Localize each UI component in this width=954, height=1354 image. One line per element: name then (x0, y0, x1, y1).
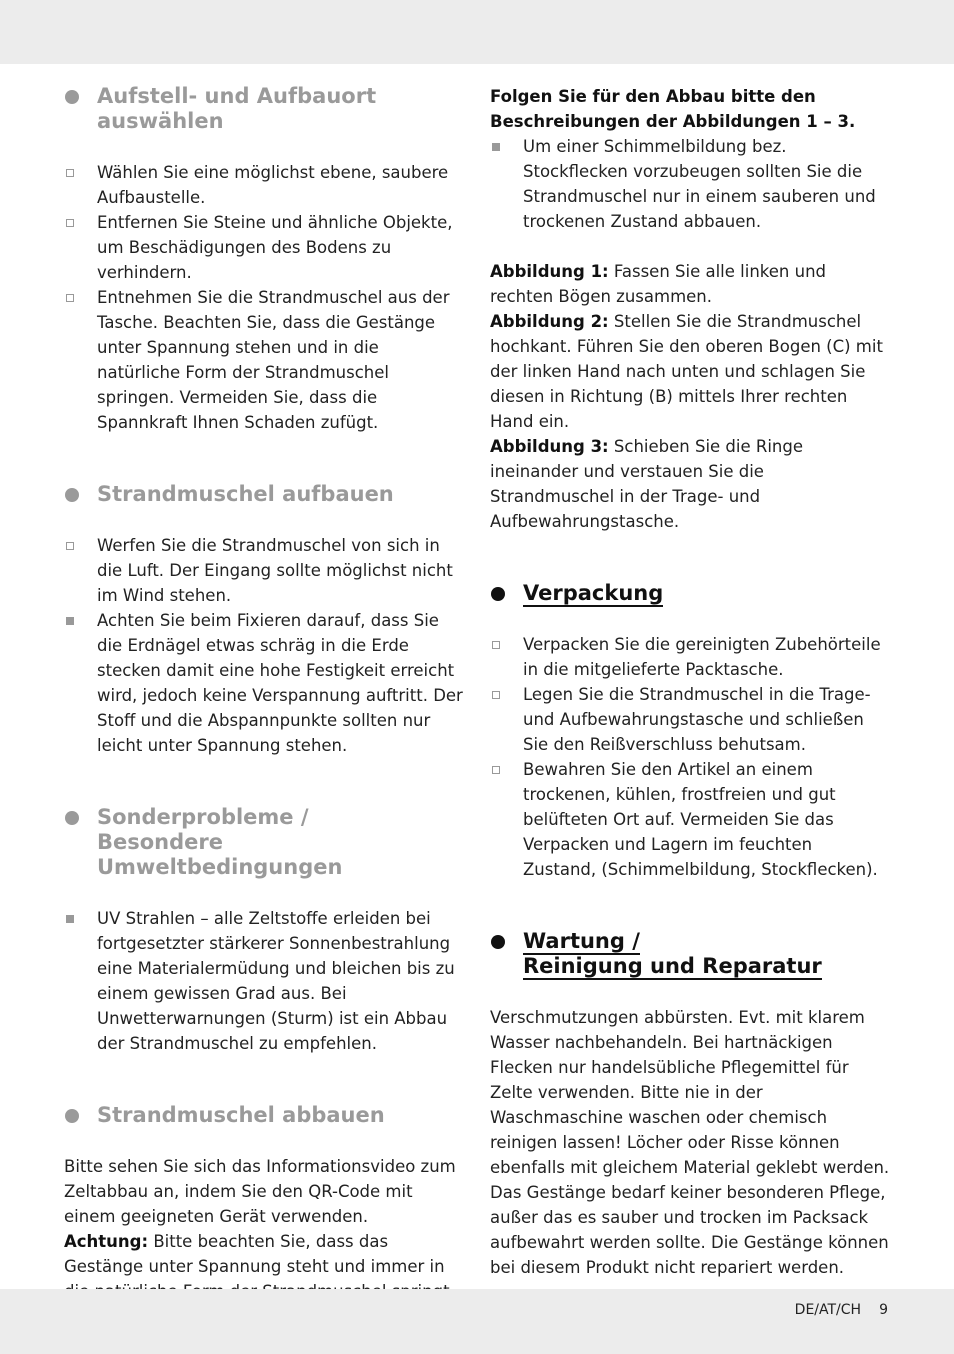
list-item: Legen Sie die Strandmuschel in die Trage- und Aufbewahrungstasche und schließen Sie den Reißverschluss behutsam. (490, 682, 890, 757)
figure-step-1: Abbildung 1: Fassen Sie alle linken und rechten Bögen zusammen. (490, 262, 827, 306)
paragraph: Verschmutzungen abbürsten. Evt. mit klarem Wasser nachbehandeln. Bei hartnäckigen Flecken nur handelsübliche Pflegemittel für Zelte verwenden. Bitte nie in der Waschmaschine waschen oder chemisch reinigen lassen! Löcher oder Risse können ebenfalls mit gleichem Material geklebt werden. Das Gestänge bedarf keiner besonderen Pflege, außer das es sauber und trocken im Packsack aufbewahrt werden sollte. Die Gestänge können bei diesem Produkt nicht repariert werden. (490, 1008, 890, 1277)
list-item: Werfen Sie die Strandmuschel von sich in die Luft. Der Eingang sollte möglichst nicht im Wind stehen. (64, 533, 464, 608)
section-body (64, 533, 464, 758)
square-outline-icon (492, 691, 500, 699)
list-item: Achten Sie beim Fixieren darauf, dass Sie die Erdnägel etwas schräg in die Erde stecken damit eine hohe Festigkeit erreicht wird, jedoch keine Verspannung auftritt. Der Stoff und die Abspannpunkte sollten nur leicht unter Spannung stehen. (64, 608, 464, 758)
left-column (64, 84, 464, 1354)
section-heading: Wartung / Reinigung und Reparatur (490, 929, 890, 979)
paragraph: Bitte sehen Sie sich das Informationsvideo zum Zeltabbau an, indem Sie den QR-Code mit einem geeigneten Gerät verwenden. (64, 1157, 456, 1226)
abbau-intro-heading: Folgen Sie für den Abbau bitte den Beschreibungen der Abbildungen 1 – 3. (490, 87, 856, 131)
square-outline-icon (66, 542, 74, 550)
list-item: Wählen Sie eine möglichst ebene, saubere Aufbaustelle. (64, 160, 464, 210)
section-body (64, 160, 464, 435)
section-heading: Verpackung (490, 581, 890, 606)
circle-bullet-icon (491, 587, 505, 601)
section-sonderprobleme (64, 805, 464, 1056)
square-outline-icon (492, 766, 500, 774)
circle-bullet-icon (65, 1109, 79, 1123)
section-heading: Sonderprobleme / Besondere Umweltbedingungen (64, 805, 464, 880)
square-filled-icon (66, 915, 74, 923)
section-aufstellort (64, 84, 464, 435)
square-filled-icon (66, 617, 74, 625)
warning-paragraph: Achtung: Bitte beachten Sie, dass das Gestänge unter Spannung steht und immer in (64, 1232, 445, 1276)
section-body (490, 134, 890, 234)
section-heading: Strandmuschel abbauen (64, 1103, 464, 1128)
right-column (490, 84, 890, 1280)
header-band (0, 0, 954, 64)
square-outline-icon (66, 219, 74, 227)
square-outline-icon (66, 169, 74, 177)
square-outline-icon (66, 294, 74, 302)
circle-bullet-icon (65, 488, 79, 502)
list-item: Entnehmen Sie die Strandmuschel aus der Tasche. Beachten Sie, dass die Gestänge unter Spannung stehen und in die natürliche Form der Strandmuschel springen. Vermeiden Sie, dass die Spannkraft Ihnen Schaden zufügt. (64, 285, 464, 435)
figure-step-2: Abbildung 2: Stellen Sie die Strandmuschel hochkant. Führen Sie den oberen Bogen (C) mit der linken Hand nach unten und schlagen Sie diesen in Richtung (B) mittels Ihrer rechten Hand ein. (490, 312, 883, 431)
region-label: DE/AT/CH (794, 1302, 862, 1318)
list-item: Verpacken Sie die gereinigten Zubehörteile in die mitgelieferte Packtasche. (490, 632, 890, 682)
section-heading: Aufstell- und Aufbauort auswählen (64, 84, 464, 134)
square-outline-icon (492, 641, 500, 649)
footer-band (0, 1289, 954, 1354)
section-aufbauen (64, 482, 464, 758)
section-wartung (490, 929, 890, 1280)
figure-step-3: Abbildung 3: Schieben Sie die Ringe ineinander und verstauen Sie die Strandmuschel in der Trage- und Aufbewahrungstasche. (490, 437, 804, 531)
list-item: Bewahren Sie den Artikel an einem trockenen, kühlen, frostfreien und gut belüfteten Ort auf. Vermeiden Sie das Verpacken und Lagern im feuchten Zustand, (Schimmelbildung, Stockflecken). (490, 757, 890, 882)
section-body (490, 1005, 890, 1280)
section-verpackung (490, 581, 890, 882)
section-heading: Strandmuschel aufbauen (64, 482, 464, 507)
circle-bullet-icon (491, 935, 505, 949)
square-filled-icon (492, 143, 500, 151)
list-item: UV Strahlen – alle Zeltstoffe erleiden bei fortgesetzter stärkerer Sonnenbestrahlung eine Materialermüdung und bleichen bis zu einem gewissen Grad aus. Bei Unwetterwarnungen (Sturm) ist ein Abbau der Strandmuschel zu empfehlen. (64, 906, 464, 1056)
figure-steps (490, 259, 890, 534)
list-item: Entfernen Sie Steine und ähnliche Objekte, um Beschädigungen des Bodens zu verhindern. (64, 210, 464, 285)
page-footer (777, 1300, 888, 1320)
circle-bullet-icon (65, 811, 79, 825)
section-body (490, 632, 890, 882)
list-item: Um einer Schimmelbildung bez. Stockflecken vorzubeugen sollten Sie die Strandmuschel nur in einem sauberen und trockenen Zustand abbauen. (490, 134, 890, 234)
circle-bullet-icon (65, 90, 79, 104)
page-number: 9 (879, 1302, 888, 1318)
section-body (64, 906, 464, 1056)
